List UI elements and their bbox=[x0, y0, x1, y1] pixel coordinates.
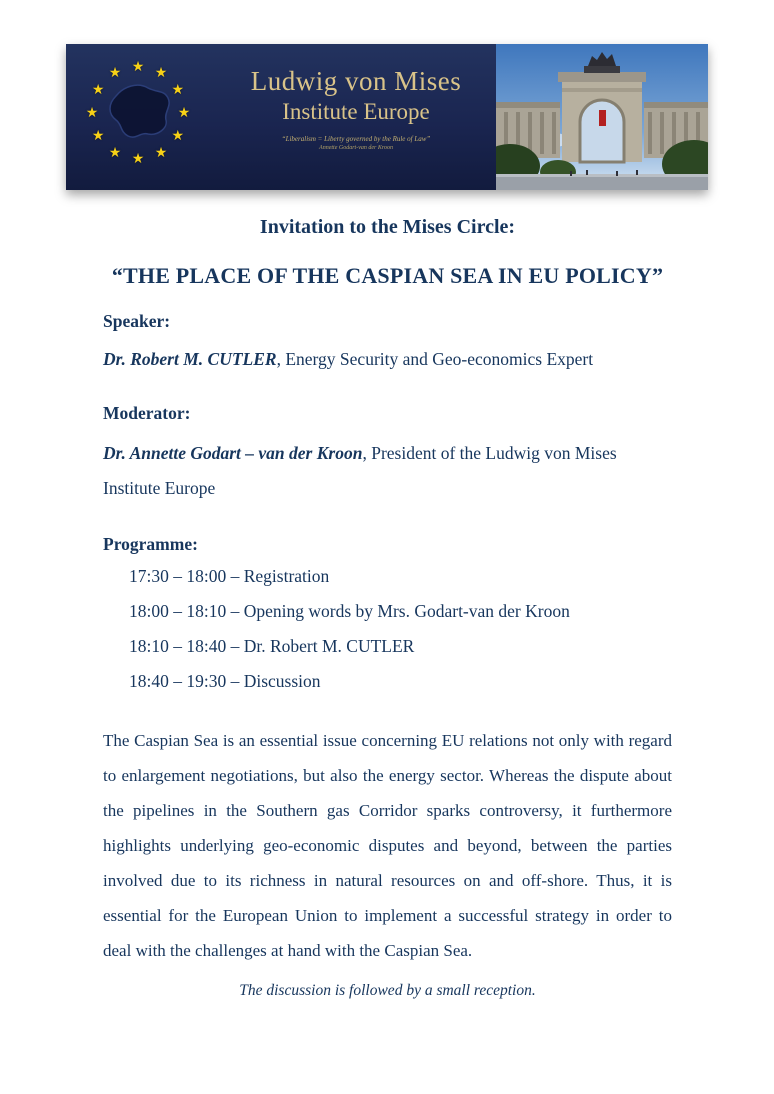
speaker-section bbox=[103, 311, 672, 373]
moderator-section bbox=[103, 403, 672, 506]
eu-star-icon: ★ bbox=[91, 83, 105, 98]
eu-star-icon: ★ bbox=[131, 152, 145, 167]
programme-item: 18:00 – 18:10 – Opening words by Mrs. Godart-van der Kroon bbox=[129, 601, 570, 622]
moderator-line bbox=[103, 436, 672, 506]
programme-label: Programme: bbox=[103, 534, 198, 555]
programme-section bbox=[103, 534, 672, 699]
org-name-line2: Institute Europe bbox=[282, 99, 430, 124]
eu-star-icon: ★ bbox=[154, 145, 168, 161]
eu-star-icon: ★ bbox=[85, 106, 99, 121]
triumphal-arch-photo bbox=[496, 44, 708, 190]
eu-star-icon: ★ bbox=[171, 129, 185, 144]
moderator-description: , President of the Ludwig von Mises Institute Europe bbox=[103, 443, 617, 499]
invitation-title: Invitation to the Mises Circle: bbox=[259, 216, 516, 238]
programme-item: 17:30 – 18:00 – Registration bbox=[129, 566, 330, 587]
speaker-description: , Energy Security and Geo-economics Expert bbox=[276, 349, 594, 369]
banner-text bbox=[216, 44, 496, 190]
eu-star-icon: ★ bbox=[108, 145, 122, 161]
eu-star-icon: ★ bbox=[154, 66, 168, 82]
eu-star-icon: ★ bbox=[131, 60, 145, 75]
eu-star-icon: ★ bbox=[171, 83, 185, 98]
reception-note: The discussion is followed by a small reception. bbox=[239, 982, 536, 1000]
europe-map-icon bbox=[86, 62, 190, 166]
eu-stars-logo bbox=[66, 44, 216, 190]
programme-item: 18:10 – 18:40 – Dr. Robert M. CUTLER bbox=[129, 636, 415, 657]
banner-tagline: “Liberalism = Liberty governed by the Rule of Law” bbox=[281, 135, 431, 143]
programme-item: 18:40 – 19:30 – Discussion bbox=[129, 671, 321, 692]
programme-list bbox=[129, 559, 672, 699]
event-title: “THE PLACE OF THE CASPIAN SEA IN EU POLICY” bbox=[111, 263, 664, 288]
moderator-label: Moderator: bbox=[103, 403, 191, 424]
event-description: The Caspian Sea is an essential issue concerning EU relations not only with regard to enlargement negotiations, but also the energy sector. Whereas the dispute about the pipelines in the Southern gas Corridor sparks controversy, it furthermore highlights underlying geo-economic disputes and beyond, between the parties involved due to its richness in natural resources on and off-shore. Thus, it is essential for the European Union to implement a successful strategy in order to deal with the challenges at hand with the Caspian Sea. bbox=[103, 731, 672, 961]
banner-tagline-author: Annette Godart-van der Kroon bbox=[319, 145, 393, 151]
speaker-label: Speaker: bbox=[103, 311, 171, 331]
eu-star-icon: ★ bbox=[91, 129, 105, 144]
moderator-name: Dr. Annette Godart – van der Kroon bbox=[103, 443, 363, 464]
eu-star-icon: ★ bbox=[177, 106, 191, 121]
org-name-line1: Ludwig von Mises bbox=[250, 66, 462, 96]
invitation-content bbox=[0, 190, 774, 1000]
eu-star-icon: ★ bbox=[108, 66, 122, 82]
banner bbox=[66, 44, 708, 190]
speaker-line bbox=[103, 346, 672, 373]
speaker-name: Dr. Robert M. CUTLER bbox=[103, 349, 277, 369]
